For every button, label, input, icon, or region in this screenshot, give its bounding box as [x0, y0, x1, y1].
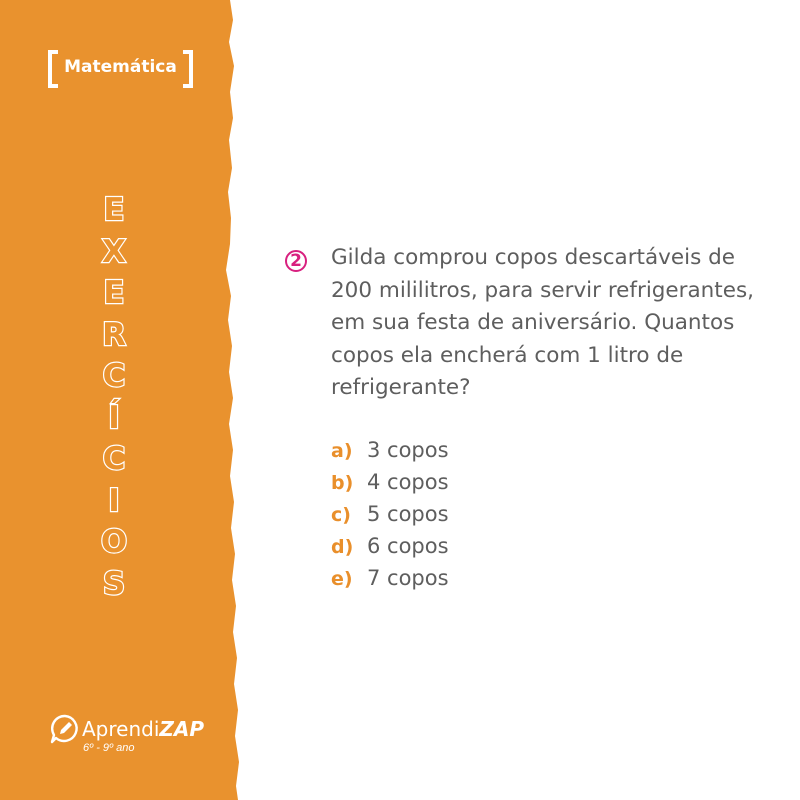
- vertical-title: [92, 190, 136, 605]
- chat-pencil-icon: [50, 714, 80, 744]
- option-letter: a): [331, 440, 353, 462]
- title-letter: E: [103, 275, 125, 311]
- option-letter: d): [331, 536, 354, 558]
- brand-logo: [50, 714, 220, 760]
- title-letter: R: [102, 316, 126, 353]
- title-letter: I: [108, 482, 120, 519]
- title-letter: E: [103, 192, 125, 228]
- option-item: [331, 498, 449, 530]
- sidebar-panel: [0, 0, 240, 800]
- option-item: [331, 466, 449, 498]
- option-text: 7 copos: [367, 566, 449, 590]
- title-letter: O: [100, 524, 128, 560]
- option-letter: b): [331, 472, 354, 494]
- option-item: [331, 562, 449, 594]
- title-letter: Í: [108, 399, 120, 436]
- option-text: 6 copos: [367, 534, 449, 558]
- option-text: 4 copos: [367, 470, 449, 494]
- option-letter: c): [331, 504, 351, 526]
- answer-options: [331, 434, 449, 594]
- question-number-badge: 2: [285, 250, 307, 272]
- title-letter: X: [102, 233, 126, 270]
- title-letter: S: [102, 565, 126, 602]
- brand-name-light: Aprendi: [82, 717, 160, 741]
- brand-name-bold: ZAP: [159, 717, 205, 741]
- brand-name: [82, 717, 204, 741]
- option-item: [331, 434, 449, 466]
- right-bracket: [183, 50, 193, 88]
- title-letter: C: [102, 441, 126, 477]
- option-item: [331, 530, 449, 562]
- subject-label: Matemática: [64, 57, 177, 77]
- brand-grade: 6º - 9º ano: [83, 742, 135, 754]
- subject-tag: [48, 50, 193, 84]
- option-text: 5 copos: [367, 502, 449, 526]
- title-letter: C: [102, 358, 126, 394]
- option-letter: e): [331, 568, 353, 590]
- option-text: 3 copos: [367, 438, 449, 462]
- question-text: Gilda comprou copos descartáveis de 200 mililitros, para servir refrigerantes, em sua festa de aniversário. Quantos copos ela encherá com 1 litro de refrigerante?: [331, 245, 754, 400]
- left-bracket: [48, 50, 58, 88]
